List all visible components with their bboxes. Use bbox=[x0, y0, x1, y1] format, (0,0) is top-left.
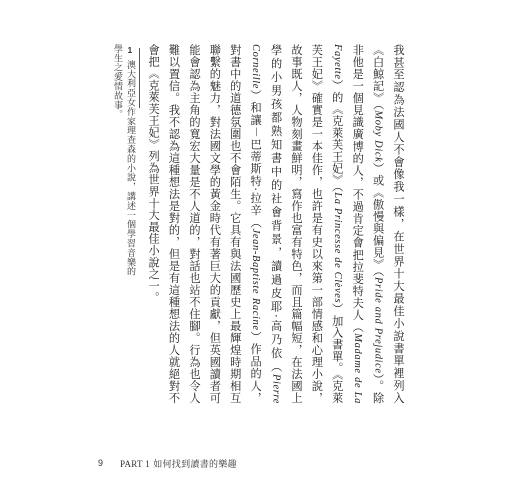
latin-title: La Princesse de Clèves bbox=[331, 192, 343, 304]
text-run: ）。除非他是一個見識廣博的人，不過肯定會把拉斐特夫人（ bbox=[351, 44, 385, 404]
latin-name: Madame de La Fayette bbox=[331, 44, 364, 404]
footnote-text: 澳大利亞女作家理查森的小說，講述一個學習音樂的學生之愛情故事。 bbox=[112, 44, 135, 277]
footnote-number: 1 bbox=[127, 45, 133, 55]
chapter-title: 如何找到讀書的樂趣 bbox=[153, 460, 237, 470]
latin-name: Pierre Corneille bbox=[250, 44, 282, 404]
text-run: ）加入書單。《克萊芙王妃》確實是一本佳作，也許是有史以來第一部情感和心理小說，故事既人，人物刻畫鮮明，寫作也富有特色，而且篇幅短，在法國上學的小男孩都熟知書中的社會背景，讀過皮耶·高乃依（ bbox=[269, 44, 344, 404]
part-label: PART 1 bbox=[120, 459, 151, 469]
main-text bbox=[138, 44, 408, 404]
footnote bbox=[106, 44, 136, 284]
footnote-divider bbox=[139, 48, 140, 108]
latin-name: Jean-Baptiste Racine bbox=[250, 228, 262, 331]
text-run: ）或《傲慢與偏見》（ bbox=[371, 162, 385, 278]
text-run: ）的《克萊芙王妃》（ bbox=[330, 79, 344, 193]
page-number: 9 bbox=[98, 458, 104, 468]
text-run: ）和讓－巴蒂斯特·拉辛（ bbox=[249, 89, 263, 229]
latin-title: Pride and Prejudice bbox=[372, 277, 384, 374]
text-run: 我甚至認為法國人不會像我一樣，在世界十大最佳小說書單裡列入《白鯨記》（ bbox=[371, 44, 405, 404]
text-run: ）作品的人，對書中的道德氛圍也不會陌生。它具有與法國歷史上最輝煌時期相互聯繫的魅力，對法國文學的黃金時代有著巨大的貢獻，但英國讀者可能會認為主角的寬宏大量是不人道的，對話也站不住腳。行為也令人難以置信。我不認為這種想法是對的，但是有這種想法的人就絕對不會把《克萊芙王妃》列為世界十大最佳小說之一。 bbox=[147, 44, 263, 404]
latin-title: Moby Dick bbox=[372, 110, 384, 163]
running-footer bbox=[120, 457, 237, 470]
paragraph bbox=[143, 44, 408, 404]
